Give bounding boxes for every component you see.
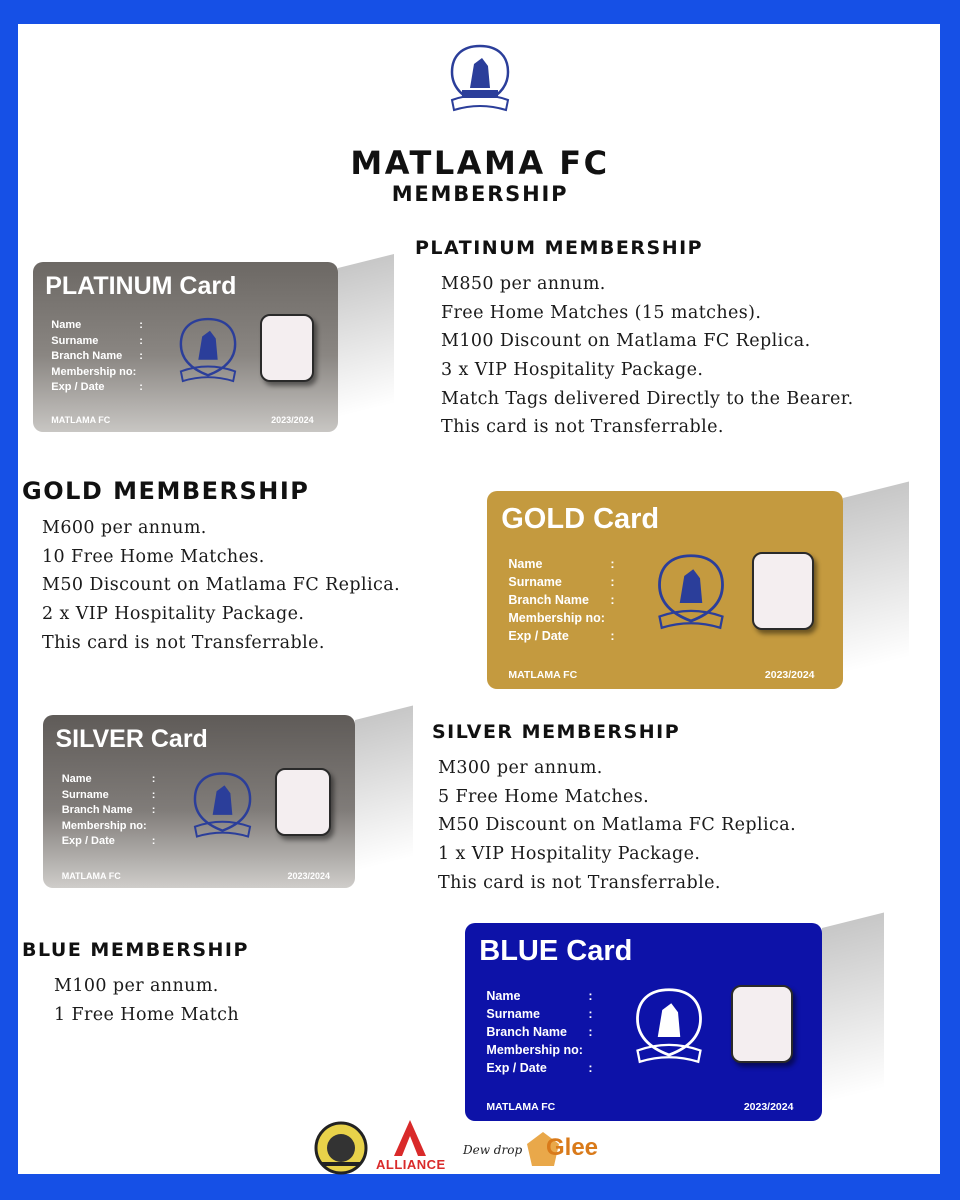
card-title: BLUE Card	[479, 934, 633, 967]
benefit-item: M850 per annum.	[441, 274, 606, 294]
card-title: PLATINUM Card	[45, 272, 237, 301]
page-title: MATLAMA FC	[350, 144, 610, 182]
benefit-item: Free Home Matches (15 matches).	[441, 302, 762, 323]
mdlokovane-logo-icon	[314, 1120, 368, 1176]
club-emblem-icon	[633, 987, 705, 1069]
card-fields: Name : Surname : Branch Name : Membership no: Exp / Date :	[61, 773, 156, 848]
card-club-label: MATLAMA FC	[508, 669, 578, 682]
silver-benefits	[438, 754, 796, 897]
card-title: GOLD Card	[501, 502, 660, 535]
silver-heading: SILVER MEMBERSHIP	[432, 721, 681, 743]
platinum-heading: PLATINUM MEMBERSHIP	[415, 237, 704, 259]
silver-card	[43, 715, 355, 888]
card-season: 2023/2024	[764, 669, 815, 682]
benefit-item: 5 Free Home Matches.	[438, 786, 650, 807]
benefit-item: M100 per annum.	[54, 976, 219, 996]
card-fields: Name : Surname : Branch Name : Membership no: Exp / Date :	[51, 319, 143, 394]
alliance-label: ALLIANCE	[376, 1157, 446, 1172]
club-emblem-icon	[177, 317, 239, 387]
benefit-item: 3 x VIP Hospitality Package.	[441, 360, 704, 381]
card-title: SILVER Card	[55, 725, 208, 754]
card-season: 2023/2024	[743, 1101, 794, 1114]
platinum-benefits	[441, 270, 854, 442]
card-club-label: MATLAMA FC	[51, 415, 111, 426]
card-fields: Name : Surname : Branch Name : Membership no: Exp / Date :	[508, 557, 615, 643]
photo-placeholder	[275, 768, 331, 836]
benefit-item: This card is not Transferrable.	[441, 417, 724, 438]
club-emblem-icon	[655, 553, 727, 635]
matlama-fc-crest-icon	[448, 44, 512, 116]
blue-heading: BLUE MEMBERSHIP	[22, 939, 249, 961]
benefit-item: 1 x VIP Hospitality Package.	[438, 844, 701, 865]
benefit-item: M50 Discount on Matlama FC Replica.	[438, 815, 797, 836]
benefit-item: 2 x VIP Hospitality Package.	[42, 604, 305, 625]
benefit-item: 1 Free Home Match	[54, 1004, 240, 1025]
benefit-item: M50 Discount on Matlama FC Replica.	[42, 575, 401, 596]
card-season: 2023/2024	[271, 415, 314, 426]
gold-benefits	[42, 514, 400, 657]
blue-benefits	[54, 972, 239, 1029]
photo-placeholder	[731, 985, 793, 1063]
page-subtitle: MEMBERSHIP	[391, 182, 569, 206]
card-fields: Name : Surname : Branch Name : Membership no: Exp / Date :	[486, 989, 593, 1075]
photo-placeholder	[752, 552, 814, 630]
card-season: 2023/2024	[287, 871, 331, 882]
platinum-card	[33, 262, 338, 432]
photo-placeholder	[260, 314, 314, 382]
benefit-item: M600 per annum.	[42, 518, 207, 538]
alliance-logo-icon	[392, 1118, 428, 1158]
glee-label: Glee	[546, 1134, 599, 1161]
gold-card	[487, 491, 843, 689]
dew-drop-label: Dew drop	[463, 1143, 523, 1157]
benefit-item: M300 per annum.	[438, 758, 603, 778]
benefit-item: This card is not Transferrable.	[42, 632, 325, 653]
benefit-item: M100 Discount on Matlama FC Replica.	[441, 331, 811, 352]
benefit-item: 10 Free Home Matches.	[42, 546, 265, 567]
benefit-item: This card is not Transferrable.	[438, 872, 721, 893]
blue-card	[465, 923, 822, 1121]
card-club-label: MATLAMA FC	[61, 871, 121, 882]
benefit-item: Match Tags delivered Directly to the Bearer.	[441, 388, 854, 409]
gold-heading: GOLD MEMBERSHIP	[22, 477, 310, 505]
card-club-label: MATLAMA FC	[486, 1101, 556, 1114]
club-emblem-icon	[191, 771, 254, 843]
